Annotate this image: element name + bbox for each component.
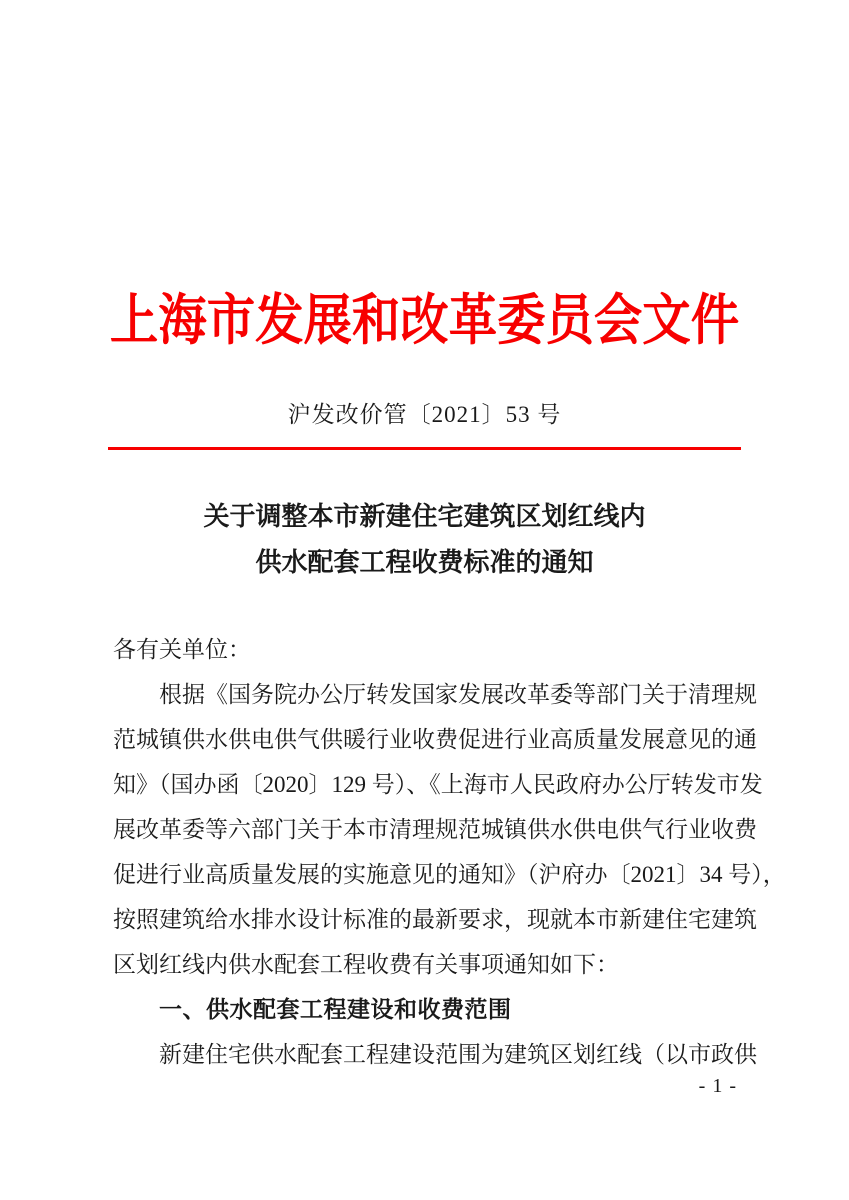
body-line: 根据《国务院办公厅转发国家发展改革委等部门关于清理规 <box>159 682 757 707</box>
document-title <box>0 494 849 586</box>
body-line: 新建住宅供水配套工程建设范围为建筑区划红线（以市政供 <box>159 1042 757 1067</box>
page-number: - 1 - <box>698 1075 737 1097</box>
body-line: 知》（国办函〔2020〕129 号）、《上海市人民政府办公厅转发市发 <box>113 772 763 797</box>
document-body <box>113 627 786 1077</box>
red-divider-rule <box>108 447 741 450</box>
document-number: 沪发改价管〔2021〕53 号 <box>287 402 562 427</box>
body-line: 范城镇供水供电供气供暖行业收费促进行业高质量发展意见的通 <box>113 727 757 752</box>
body-line: 按照建筑给水排水设计标准的最新要求，现就本市新建住宅建筑 <box>113 907 757 932</box>
document-title-line-1: 关于调整本市新建住宅建筑区划红线内 <box>203 502 646 531</box>
salutation: 各有关单位： <box>113 637 251 662</box>
body-line: 展改革委等六部门关于本市清理规范城镇供水供电供气行业收费 <box>113 817 757 842</box>
agency-header <box>0 290 849 352</box>
document-title-line-2: 供水配套工程收费标准的通知 <box>255 548 594 577</box>
section-heading-1: 一、供水配套工程建设和收费范围 <box>159 996 512 1022</box>
body-line: 区划红线内供水配套工程收费有关事项通知如下： <box>113 952 619 977</box>
agency-header-text: 上海市发展和改革委员会文件 <box>109 290 740 351</box>
body-line: 促进行业高质量发展的实施意见的通知》（沪府办〔2021〕34 号）， <box>113 862 786 887</box>
